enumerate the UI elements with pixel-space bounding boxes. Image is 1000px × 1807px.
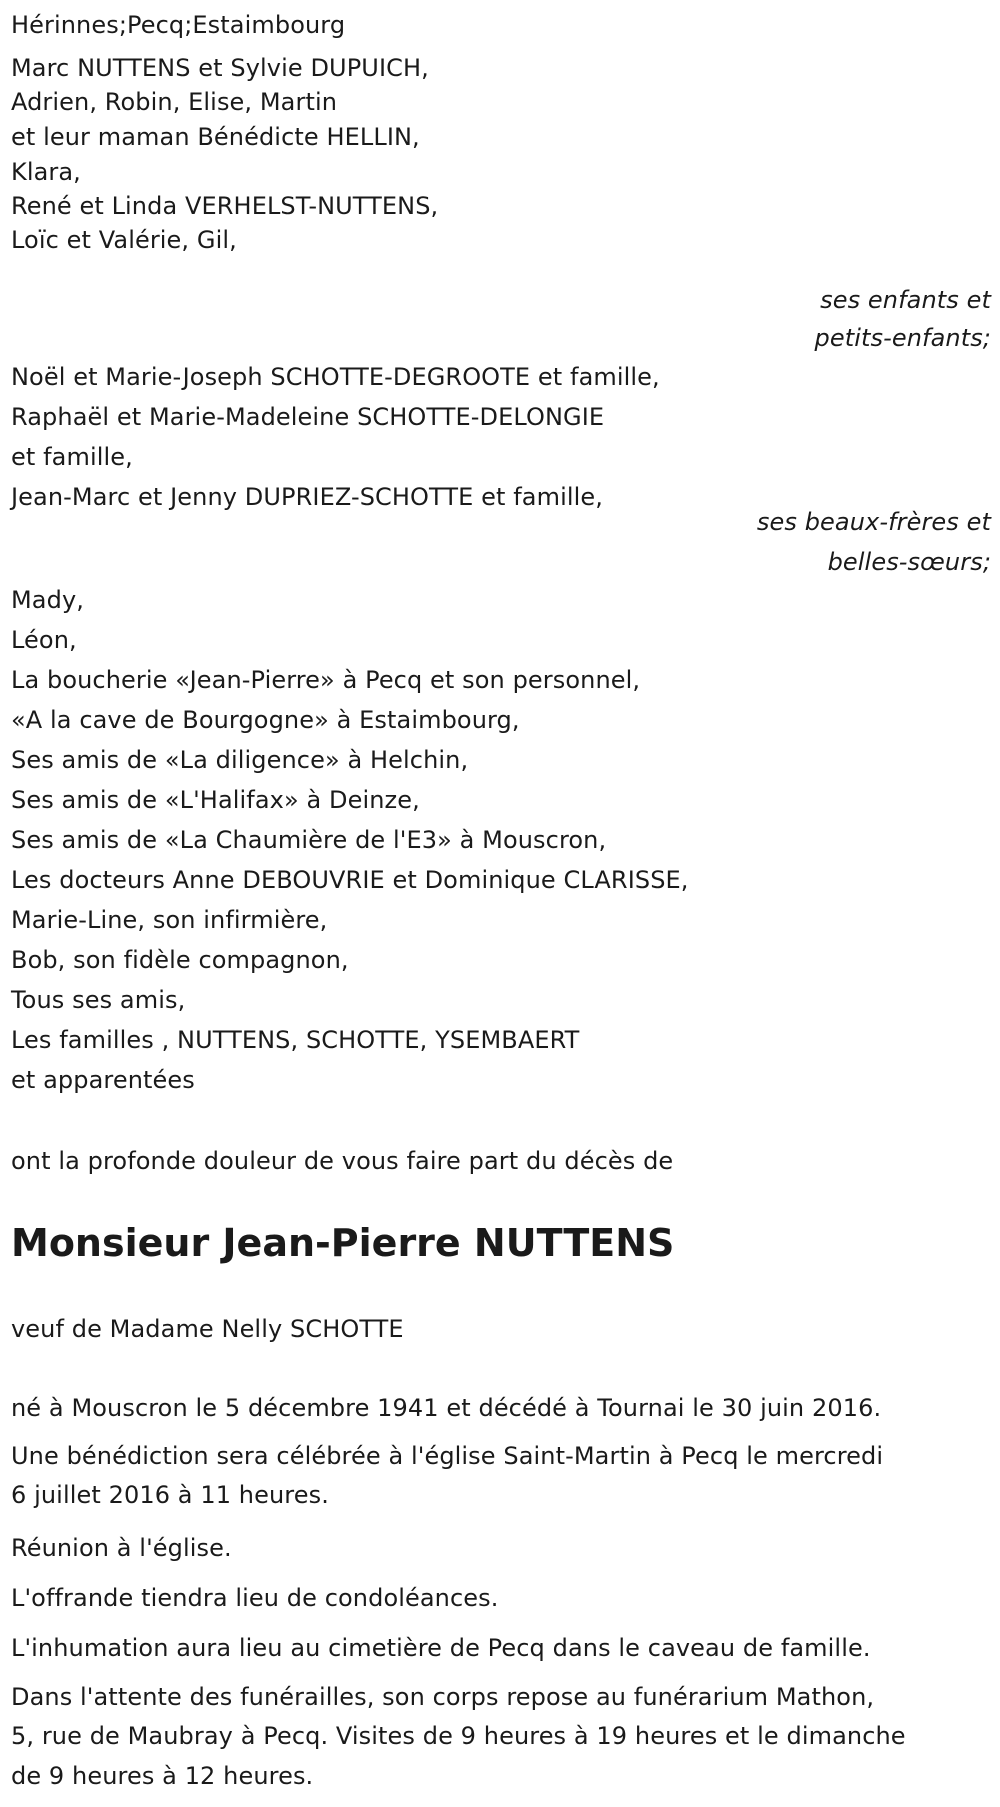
- family-line: et leur maman Bénédicte HELLIN,: [11, 123, 420, 151]
- family-line: Ses amis de «L'Halifax» à Deinze,: [11, 786, 420, 814]
- visitation-text: de 9 heures à 12 heures.: [11, 1762, 314, 1790]
- relation-label: ses beaux-frères et: [756, 508, 991, 536]
- visitation-text: Dans l'attente des funérailles, son corps repose au funérarium Mathon,: [11, 1683, 875, 1711]
- family-line: Noël et Marie-Joseph SCHOTTE-DEGROOTE et famille,: [11, 363, 660, 391]
- meeting-text: Réunion à l'église.: [11, 1534, 232, 1562]
- relation-label: ses enfants et: [820, 286, 991, 314]
- deceased-name: Monsieur Jean-Pierre NUTTENS: [11, 1221, 675, 1265]
- family-line: Raphaël et Marie-Madeleine SCHOTTE-DELONGIE: [11, 403, 605, 431]
- family-line: Mady,: [11, 586, 84, 614]
- family-line: et famille,: [11, 443, 133, 471]
- family-line: «A la cave de Bourgogne» à Estaimbourg,: [11, 706, 520, 734]
- family-line: Ses amis de «La diligence» à Helchin,: [11, 746, 469, 774]
- family-line: Marc NUTTENS et Sylvie DUPUICH,: [11, 54, 429, 82]
- family-line: Bob, son fidèle compagnon,: [11, 946, 349, 974]
- family-line: Adrien, Robin, Elise, Martin: [11, 88, 338, 116]
- header-locations: Hérinnes;Pecq;Estaimbourg: [11, 11, 346, 39]
- family-line: Léon,: [11, 626, 77, 654]
- spouse-text: veuf de Madame Nelly SCHOTTE: [11, 1315, 404, 1343]
- relation-label: petits-enfants;: [814, 324, 991, 352]
- announcement-text: ont la profonde douleur de vous faire part du décès de: [11, 1147, 674, 1175]
- relation-label: belles-sœurs;: [827, 548, 991, 576]
- family-line: Les familles , NUTTENS, SCHOTTE, YSEMBAERT: [11, 1026, 580, 1054]
- family-line: Ses amis de «La Chaumière de l'E3» à Mouscron,: [11, 826, 607, 854]
- visitation-text: 5, rue de Maubray à Pecq. Visites de 9 heures à 19 heures et le dimanche: [11, 1722, 906, 1750]
- ceremony-text: 6 juillet 2016 à 11 heures.: [11, 1481, 329, 1509]
- ceremony-text: Une bénédiction sera célébrée à l'église Saint-Martin à Pecq le mercredi: [11, 1442, 884, 1470]
- family-line: Les docteurs Anne DEBOUVRIE et Dominique CLARISSE,: [11, 866, 689, 894]
- family-line: La boucherie «Jean-Pierre» à Pecq et son personnel,: [11, 666, 641, 694]
- burial-text: L'inhumation aura lieu au cimetière de Pecq dans le caveau de famille.: [11, 1634, 871, 1662]
- family-line: et apparentées: [11, 1066, 195, 1094]
- family-line: Tous ses amis,: [11, 986, 186, 1014]
- birth-death-text: né à Mouscron le 5 décembre 1941 et décédé à Tournai le 30 juin 2016.: [11, 1394, 882, 1422]
- family-line: René et Linda VERHELST-NUTTENS,: [11, 192, 439, 220]
- family-line: Klara,: [11, 158, 81, 186]
- offering-text: L'offrande tiendra lieu de condoléances.: [11, 1584, 499, 1612]
- family-line: Jean-Marc et Jenny DUPRIEZ-SCHOTTE et famille,: [11, 483, 603, 511]
- family-line: Loïc et Valérie, Gil,: [11, 226, 237, 254]
- family-line: Marie-Line, son infirmière,: [11, 906, 328, 934]
